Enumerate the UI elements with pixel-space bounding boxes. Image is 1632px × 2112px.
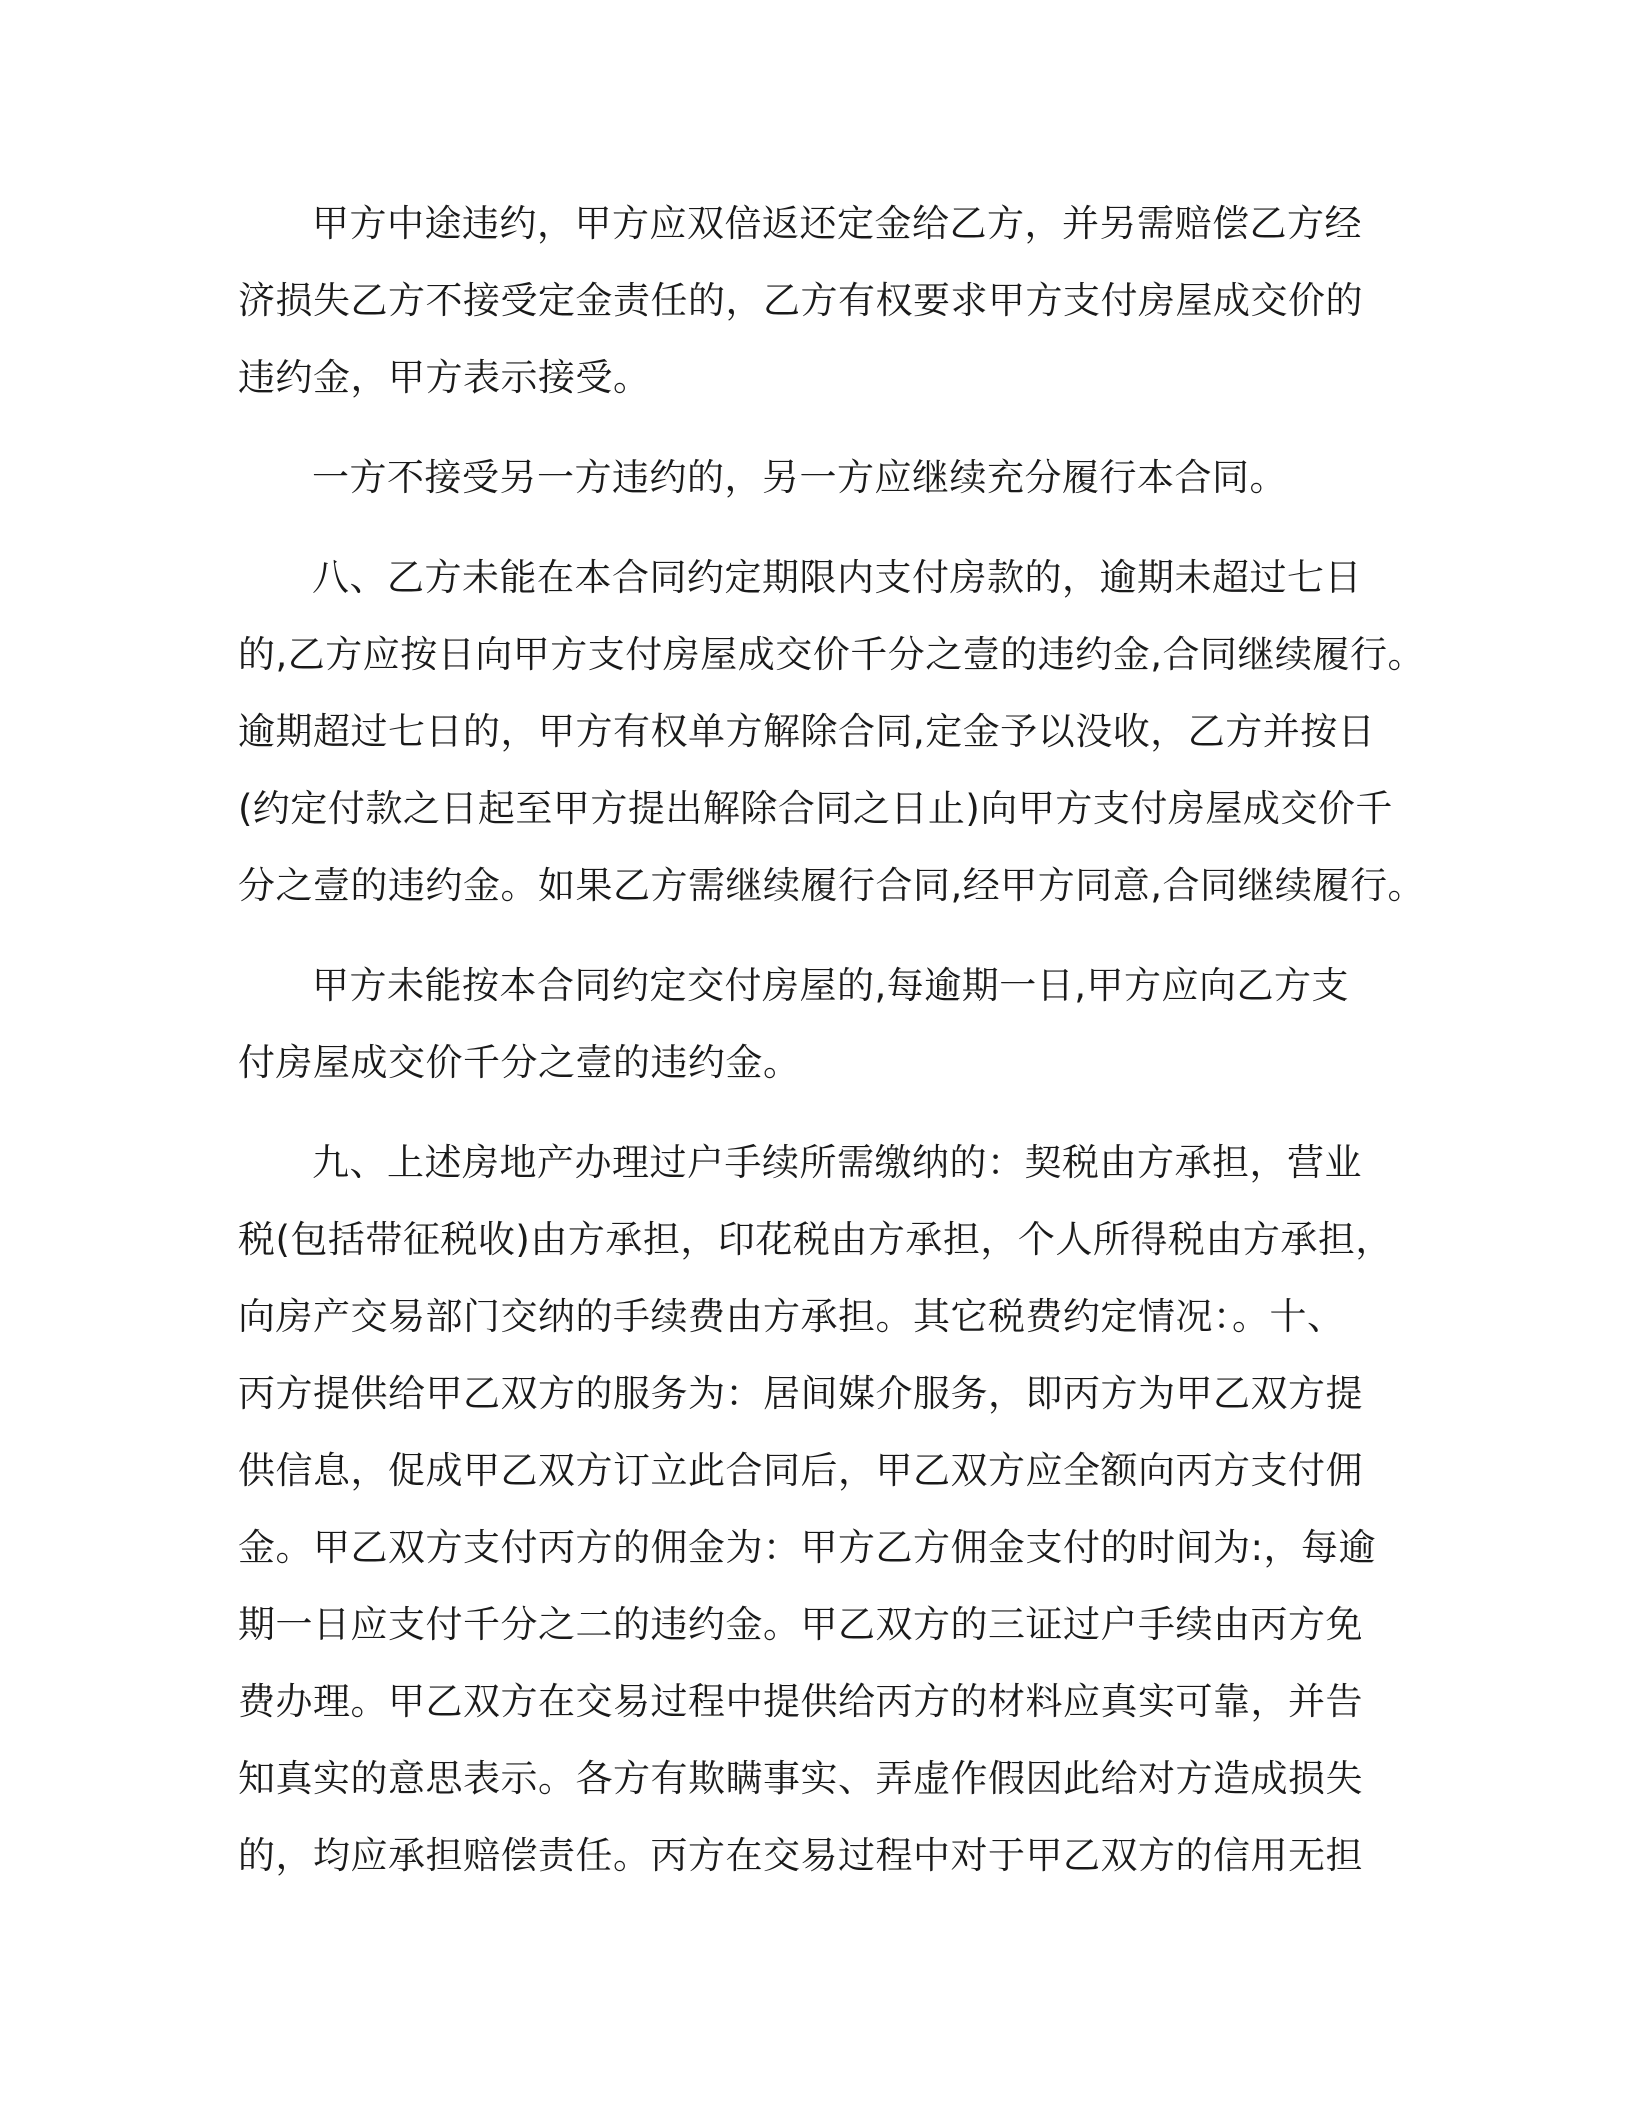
- text-line: 分之壹的违约金。如果乙方需继续履行合同,经甲方同意,合同继续履行。: [238, 864, 1426, 907]
- text-line: 期一日应支付千分之二的违约金。甲乙双方的三证过户手续由丙方免: [238, 1603, 1363, 1646]
- paragraph-delivery-penalty: [238, 947, 1398, 1101]
- text-line: 甲方中途违约，甲方应双倍返还定金给乙方，并另需赔偿乙方经: [312, 202, 1362, 245]
- paragraph-continue-performance: [238, 439, 1398, 516]
- text-line: 供信息，促成甲乙双方订立此合同后，甲乙双方应全额向丙方支付佣: [238, 1449, 1363, 1492]
- text-line: 丙方提供给甲乙双方的服务为：居间媒介服务，即丙方为甲乙双方提: [238, 1372, 1363, 1415]
- text-line: (约定付款之日起至甲方提出解除合同之日止)向甲方支付房屋成交价千: [238, 787, 1393, 830]
- text-line: 一方不接受另一方违约的，另一方应继续充分履行本合同。: [312, 456, 1287, 499]
- text-line: 税(包括带征税收)由方承担，印花税由方承担，个人所得税由方承担，: [238, 1218, 1393, 1261]
- text-line: 九、上述房地产办理过户手续所需缴纳的：契税由方承担，营业: [312, 1141, 1362, 1184]
- text-line: 向房产交易部门交纳的手续费由方承担。其它税费约定情况：。十、: [238, 1295, 1345, 1338]
- paragraph-clause-8: [238, 539, 1426, 924]
- text-line: 的,乙方应按日向甲方支付房屋成交价千分之壹的违约金,合同继续履行。: [238, 633, 1426, 676]
- document-body: [238, 185, 1426, 1917]
- text-line: 济损失乙方不接受定金责任的，乙方有权要求甲方支付房屋成交价的: [238, 279, 1363, 322]
- text-line: 费办理。甲乙双方在交易过程中提供给丙方的材料应真实可靠，并告: [238, 1680, 1363, 1723]
- text-line: 的，均应承担赔偿责任。丙方在交易过程中对于甲乙双方的信用无担: [238, 1834, 1363, 1877]
- text-line: 逾期超过七日的，甲方有权单方解除合同,定金予以没收，乙方并按日: [238, 710, 1376, 753]
- text-line: 金。甲乙双方支付丙方的佣金为：甲方乙方佣金支付的时间为:，每逾: [238, 1526, 1376, 1569]
- text-line: 知真实的意思表示。各方有欺瞒事实、弄虚作假因此给对方造成损失: [238, 1757, 1363, 1800]
- text-line: 八、乙方未能在本合同约定期限内支付房款的，逾期未超过七日: [312, 556, 1362, 599]
- paragraph-default-penalty: [238, 185, 1398, 416]
- text-line: 甲方未能按本合同约定交付房屋的,每逾期一日,甲方应向乙方支: [312, 964, 1350, 1007]
- text-line: 违约金，甲方表示接受。: [238, 356, 651, 399]
- text-line: 付房屋成交价千分之壹的违约金。: [238, 1041, 801, 1084]
- paragraph-clause-9-10: [238, 1124, 1398, 1894]
